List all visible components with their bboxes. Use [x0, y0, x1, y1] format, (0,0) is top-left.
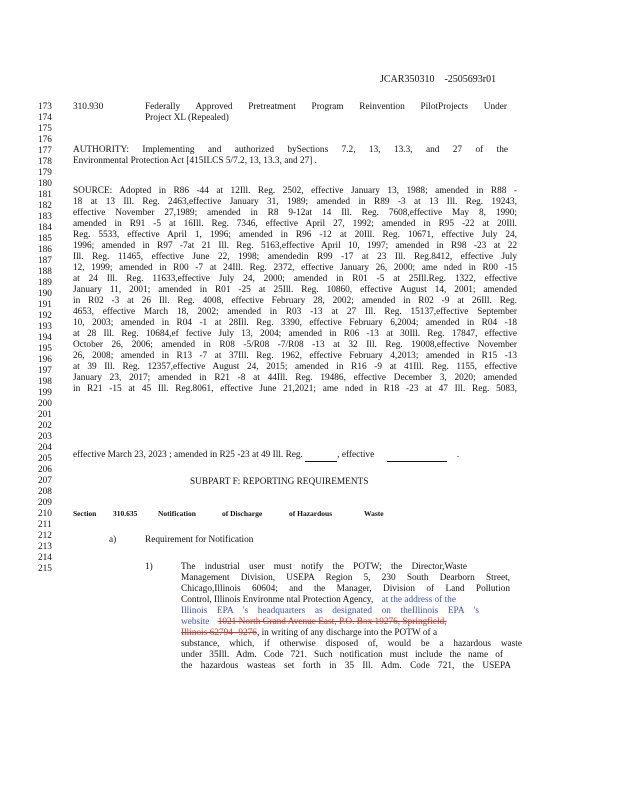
source-last-line	[73, 450, 528, 462]
para-1-line6	[181, 617, 447, 628]
section-635-word2: of Discharge	[222, 509, 263, 518]
line-number: 199	[38, 388, 52, 398]
line-number: 202	[38, 421, 52, 431]
line-number: 178	[38, 157, 52, 167]
line-number: 181	[38, 190, 52, 200]
line-number: 200	[38, 399, 52, 409]
source-line: in R02 -3 at 26 Ill. Reg. 4008, effective February 28, 2002; amended in R02 -9 at 26Ill. Reg.	[73, 296, 517, 306]
blank-register-page	[305, 450, 337, 462]
source-line: 10, 2003; amended in R04 -1 at 28Ill. Reg. 3390, effective February 6,2004; amended in R04 -18	[73, 318, 517, 328]
para-1-line7-text: , in writing of any discharge into the POTW of a	[256, 628, 438, 638]
para-1-line7	[181, 628, 437, 639]
subsection-a-label: a)	[109, 535, 117, 545]
line-number: 194	[38, 333, 52, 343]
line-number: 177	[38, 146, 52, 156]
line-number: 201	[38, 410, 52, 420]
source-line: 4653, effective March 18, 2002; amended in R03 -13 at 27 Ill. Reg. 15137,effective September	[73, 307, 517, 317]
source-line: October 26, 2006; amended in R08 -5/R08 -7/R08 -13 at 32 Ill. Reg. 19008,effective November	[73, 340, 517, 350]
line-number: 207	[38, 476, 52, 486]
para-1-line2: Management Division, USEPA Region 5, 230 South Dearborn Street,	[181, 573, 510, 583]
source-last-line-effective: , effective	[337, 450, 375, 460]
para-1-line6-deleted: 1021 North Grand Avenue East, P.O. Box 19276, Springfield,	[217, 617, 447, 627]
line-number: 191	[38, 300, 52, 310]
line-number: 193	[38, 322, 52, 332]
para-1-line9: under 35Ill. Adm. Code 721. Such notification must include the name of	[181, 650, 503, 660]
line-number: 174	[38, 113, 52, 123]
line-number: 186	[38, 245, 52, 255]
para-1-line7-deleted: Illinois 62794 -9276	[181, 628, 257, 638]
line-number: 196	[38, 355, 52, 365]
line-number: 188	[38, 267, 52, 277]
line-number: 173	[38, 102, 52, 112]
line-number: 212	[38, 531, 52, 541]
source-line: effective November 27,1989; amended in R8 9-12at 14 Ill. Reg. 7608,effective May 8, 1990;	[73, 208, 517, 218]
line-number: 204	[38, 443, 52, 453]
line-number: 197	[38, 366, 52, 376]
para-1-line10: the hazardous wasteas set forth in 35 Ill. Adm. Code 721, the USEPA	[181, 661, 511, 671]
line-number: 190	[38, 289, 52, 299]
source-line: January 23, 2017; amended in R21 -8 at 44Ill. Reg. 19486, effective December 3, 2020; amended	[73, 373, 517, 383]
line-number: 185	[38, 234, 52, 244]
line-number: 179	[38, 168, 52, 178]
section-635-label: Section	[73, 509, 97, 518]
section-635-word3: of Hazardous	[289, 509, 333, 518]
para-1-line6-inserted: website	[181, 617, 210, 627]
subpart-title: SUBPART F: REPORTING REQUIREMENTS	[190, 477, 369, 487]
para-1-line4-inserted: at the address of the	[381, 595, 456, 605]
document-id: JCAR350310 -2505693r01	[380, 74, 497, 85]
line-number: 176	[38, 135, 52, 145]
source-line: Ill. Reg. 11465, effective June 22, 1998; amendedin R99 -17 at 23 Ill. Reg.8412, effective July	[73, 252, 517, 262]
source-line: amended in R91 -5 at 16Ill. Reg. 7346, effective April 27, 1992; amended in R95 -22 at 20Ill.	[73, 219, 517, 229]
source-line: 12, 1999; amended in R00 -7 at 24Ill. Reg. 2372, effective January 26, 2000; ame nded in R00 -15	[73, 263, 517, 273]
line-number: 192	[38, 311, 52, 321]
para-1-line3: Chicago,Illinois 60604; and the Manager, Division of Land Pollution	[181, 584, 510, 594]
section-930-number: 310.930	[73, 102, 104, 112]
source-last-line-text: effective March 23, 2023 ; amended in R25 -23 at 49 Ill. Reg.	[73, 450, 303, 460]
line-number: 213	[38, 542, 52, 552]
authority-line1: AUTHORITY: Implementing and authorized bySections 7.2, 13, 13.3, and 27 of the	[73, 145, 508, 155]
line-number: 211	[38, 520, 52, 530]
para-1-line1: The industrial user must notify the POTW; the Director,Waste	[181, 562, 467, 572]
section-635-code: 310.635	[113, 509, 138, 518]
source-last-period: .	[456, 450, 460, 460]
source-line: 26, 2008; amended in R13 -7 at 37Ill. Reg. 1962, effective February 4,2013; amended in R15 -13	[73, 351, 517, 361]
source-line: at 24 Ill. Reg. 11633,effective July 24, 2000; amended in R01 -5 at 25Ill.Reg. 1322, effective	[73, 274, 517, 284]
line-number: 210	[38, 509, 52, 519]
line-number: 206	[38, 465, 52, 475]
line-number: 180	[38, 179, 52, 189]
section-635-word1: Notification	[158, 509, 196, 518]
authority-line2: Environmental Protection Act [415ILCS 5/7.2, 13, 13.3, and 27] .	[73, 156, 318, 166]
line-number: 183	[38, 212, 52, 222]
para-1-line4	[181, 595, 527, 606]
line-number: 203	[38, 432, 52, 442]
line-number: 214	[38, 553, 52, 563]
source-line: 18 at 13 Ill. Reg. 2463,effective January 31, 1989; amended in R89 -3 at 13 Ill. Reg. 19243,	[73, 197, 517, 207]
para-1-line4-text: Control, Illinois Environme ntal Protection Agency,	[181, 595, 374, 605]
line-number: 209	[38, 498, 52, 508]
line-number: 175	[38, 124, 52, 134]
source-line: SOURCE: Adopted in R86 -44 at 12Ill. Reg. 2502, effective January 13, 1988; amended in R88 -	[73, 186, 517, 196]
subsection-a-title: Requirement for Notification	[145, 535, 254, 545]
line-number: 205	[38, 454, 52, 464]
line-number: 184	[38, 223, 52, 233]
source-line: in R21 -15 at 45 Ill. Reg.8061, effective June 21,2021; ame nded in R18 -23 at 47 Ill. Reg. 5083,	[73, 384, 517, 394]
line-number: 215	[38, 564, 52, 574]
para-1-line5-inserted: Illinois EPA 's headquarters as designated on theIllinois EPA 's	[181, 606, 479, 616]
source-line: at 39 Ill. Reg. 12357,effective August 24, 2015; amended in R16 -9 at 41Ill. Reg. 1155, effective	[73, 362, 517, 372]
line-number: 208	[38, 487, 52, 497]
section-635-word4: Waste	[364, 509, 384, 518]
blank-effective-date	[387, 450, 447, 462]
line-number: 187	[38, 256, 52, 266]
line-number: 198	[38, 377, 52, 387]
source-line: January 11, 2001; amended in R01 -25 at 25Ill. Reg. 10860, effective August 14, 2001; amended	[73, 285, 517, 295]
para-1-line8: substance, which, if otherwise disposed of, would be a hazardous waste	[181, 639, 522, 649]
para-1-label: 1)	[145, 562, 153, 572]
source-line: at 28 Ill. Reg. 10684,ef fective July 13, 2004; amended in R06 -13 at 30Ill. Reg. 17847, effective	[73, 329, 517, 339]
section-930-title-line2: Project XL (Repealed)	[145, 113, 229, 123]
line-number: 189	[38, 278, 52, 288]
source-line: 1996; amended in R97 -7at 21 Ill. Reg. 5163,effective April 10, 1997; amended in R98 -23 at 22	[73, 241, 517, 251]
line-number: 182	[38, 201, 52, 211]
source-line: Reg. 5533, effective April 1, 1996; amended in R96 -12 at 20Ill. Reg. 10671, effective July 24,	[73, 230, 517, 240]
line-number: 195	[38, 344, 52, 354]
section-930-title-line1: Federally Approved Pretreatment Program Reinvention PilotProjects Under	[145, 102, 507, 112]
